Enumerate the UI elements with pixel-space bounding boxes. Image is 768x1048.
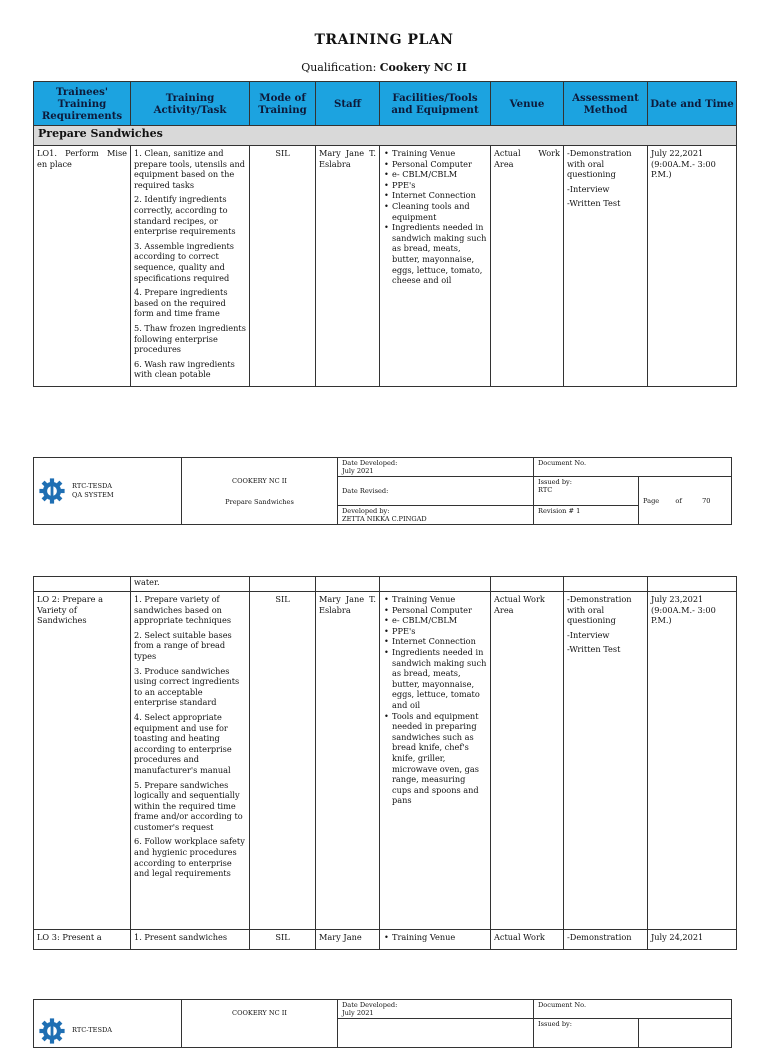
issued-by-label: Issued by:: [538, 478, 573, 486]
task-item: 1. Prepare variety of sandwiches based on appropriate techniques: [134, 594, 232, 626]
date-developed-label: Date Developed:: [342, 1001, 398, 1009]
header-venue: Venue: [491, 82, 564, 126]
task-item: 4. Select appropriate equipment and use for toasting and heating according to enterprise procedures and manufacturer's manual: [134, 711, 232, 775]
revision: Revision # 1: [534, 506, 639, 525]
facility-item: • e- CBLM/CBLM: [392, 169, 487, 180]
table-row: [34, 577, 737, 592]
staff-name: Mary Jane T. Eslabra: [316, 146, 380, 387]
learning-outcome: LO 2: Prepare a Variety of Sandwiches: [34, 592, 131, 930]
date-developed-label: Date Developed:: [342, 459, 398, 467]
facilities-list: [383, 932, 487, 943]
training-plan-table-1: [33, 81, 737, 387]
facility-item: • Tools and equipment needed in preparing sandwiches such as bread knife, chef's knife, griller, microwave oven, gas range, measuring cups and spoons and pans: [392, 711, 487, 806]
facility-item: • Ingredients needed in sandwich making such as bread, meats, butter, mayonnaise, eggs, lettuce, tomato, cheese and oil: [392, 222, 487, 286]
facility-item: • Training Venue: [392, 932, 487, 943]
mode-of-training: SIL: [250, 592, 316, 930]
footer-course: COOKERY NC II: [232, 1009, 287, 1017]
date-developed-cell: [338, 458, 534, 477]
assessment-item: -Interview: [567, 183, 610, 194]
facility-item: • Personal Computer: [392, 605, 487, 616]
org-system: QA SYSTEM: [72, 491, 114, 499]
learning-outcome: LO1. Perform Mise en place: [34, 146, 131, 387]
footer-logo-cell: [34, 458, 182, 525]
task-item: 4. Prepare ingredients based on the required form and time frame: [134, 287, 228, 319]
document-footer: [33, 457, 732, 525]
training-tasks-cell: [131, 592, 250, 930]
training-tasks-cell: [131, 146, 250, 387]
header-date-time: Date and Time: [648, 82, 737, 126]
venue: Actual Work Area: [491, 592, 564, 930]
facilities-list: [383, 148, 487, 286]
footer-course: COOKERY NC II: [232, 476, 287, 485]
training-tasks-cell: [131, 930, 250, 950]
facility-item: • Internet Connection: [392, 636, 487, 647]
assessment-cell: [564, 592, 648, 930]
task-item: 5. Thaw frozen ingredients following enterprise procedures: [134, 322, 246, 355]
page-label: Page: [643, 496, 660, 505]
facility-item: • Ingredients needed in sandwich making such as bread, meats, butter, mayonnaise, eggs, lettuce, tomato and oil: [392, 647, 487, 711]
developed-by-value: ZETTA NIKKA C.PINGAD: [342, 515, 427, 523]
header-assessment-method: Assessment Method: [564, 82, 648, 126]
facilities-cell: [380, 930, 491, 950]
task-item: 6. Follow workplace safety and hygienic procedures according to enterprise and legal requirements: [134, 836, 245, 879]
developed-by-cell: [338, 506, 534, 525]
assessment-cell: [564, 930, 648, 950]
header-trainees-requirements: Trainees' Training Requirements: [34, 82, 131, 126]
task-item: 2. Select suitable bases from a range of bread types: [134, 629, 232, 661]
issued-by-label: Issued by:: [538, 1020, 573, 1028]
continued-task-text: water.: [131, 577, 250, 592]
total-pages: 70: [702, 496, 711, 505]
facility-item: • Personal Computer: [392, 159, 487, 170]
task-item: 3. Produce sandwiches using correct ingredients to an acceptable enterprise standard: [134, 665, 240, 708]
page-number-cell: [639, 477, 732, 525]
header-training-activity: Training Activity/Task: [131, 82, 250, 126]
task-item: 2. Identify ingredients correctly, according to standard recipes, or enterprise requirements: [134, 194, 236, 237]
tesda-logo-icon: [38, 1017, 66, 1045]
date-time: July 23,2021 (9:00A.M.- 3:00 P.M.): [648, 592, 737, 930]
document-no: Document No.: [534, 458, 732, 477]
date-developed-value: July 2021: [342, 1009, 374, 1017]
qualification-value: Cookery NC II: [379, 61, 467, 74]
task-item: 3. Assemble ingredients according to correct sequence, quality and specifications required: [134, 240, 235, 283]
header-facilities: Facilities/Tools and Equipment: [380, 82, 491, 126]
header-mode-of-training: Mode of Training: [250, 82, 316, 126]
of-label: of: [675, 496, 682, 505]
facility-item: • Training Venue: [392, 148, 487, 159]
date-time: July 24,2021: [648, 930, 737, 950]
date-developed-cell: [338, 1000, 534, 1019]
facility-item: • e- CBLM/CBLM: [392, 615, 487, 626]
assessment-cell: [564, 146, 648, 387]
date-revised: Date Revised:: [338, 477, 534, 506]
assessment-item: -Demonstration: [567, 932, 632, 942]
venue: Actual Work Area: [491, 146, 564, 387]
staff-name: Mary Jane: [316, 930, 380, 950]
table-header-row: [34, 82, 737, 126]
task-item: 6. Wash raw ingredients with clean potable: [134, 358, 235, 380]
date-time: July 22,2021 (9:00A.M.- 3:00 P.M.): [648, 146, 737, 387]
developed-by-label: Developed by:: [342, 507, 390, 515]
task-item: 1. Present sandwiches: [134, 932, 228, 942]
issued-by-cell: [534, 477, 639, 506]
footer-course-cell: [182, 458, 338, 525]
qualification-label: Qualification:: [301, 61, 377, 74]
training-plan-table-2: [33, 576, 737, 950]
facility-item: • Cleaning tools and equipment: [392, 201, 487, 222]
learning-outcome: LO 3: Present a: [34, 930, 131, 950]
document-no: Document No.: [534, 1000, 732, 1019]
facility-item: • Internet Connection: [392, 190, 487, 201]
header-staff: Staff: [316, 82, 380, 126]
mode-of-training: SIL: [250, 930, 316, 950]
facilities-list: [383, 594, 487, 806]
task-item: 5. Prepare sandwiches logically and sequentially within the required time frame and/or according to customer's request: [134, 779, 243, 832]
issued-by-value: RTC: [538, 486, 553, 494]
section-row: [34, 126, 737, 146]
facility-item: • PPE's: [392, 180, 487, 191]
facility-item: • PPE's: [392, 626, 487, 637]
facility-item: • Training Venue: [392, 594, 487, 605]
facilities-cell: [380, 146, 491, 387]
date-developed-value: July 2021: [342, 467, 374, 475]
assessment-item: -Demonstration with oral questioning: [567, 594, 632, 626]
assessment-item: -Written Test: [567, 198, 621, 209]
staff-name: Mary Jane T. Eslabra: [316, 592, 380, 930]
assessment-item: -Demonstration with oral questioning: [567, 148, 632, 180]
section-title: Prepare Sandwiches: [34, 126, 737, 146]
facilities-cell: [380, 592, 491, 930]
table-row: [34, 146, 737, 387]
tesda-logo-icon: [38, 477, 66, 505]
table-row: [34, 592, 737, 930]
task-item: 1. Clean, sanitize and prepare tools, utensils and equipment based on the required tasks: [134, 148, 245, 190]
mode-of-training: SIL: [250, 146, 316, 387]
issued-by-cell: [534, 1019, 639, 1048]
table-row: [34, 930, 737, 950]
page-title: TRAINING PLAN: [314, 32, 454, 48]
assessment-item: -Written Test: [567, 644, 621, 655]
org-name: RTC-TESDA: [72, 1026, 113, 1034]
qualification-line: [0, 61, 768, 74]
footer-module: Prepare Sandwiches: [225, 497, 294, 506]
assessment-item: -Interview: [567, 629, 610, 640]
venue: Actual Work: [491, 930, 564, 950]
org-name: RTC-TESDA: [72, 482, 113, 490]
